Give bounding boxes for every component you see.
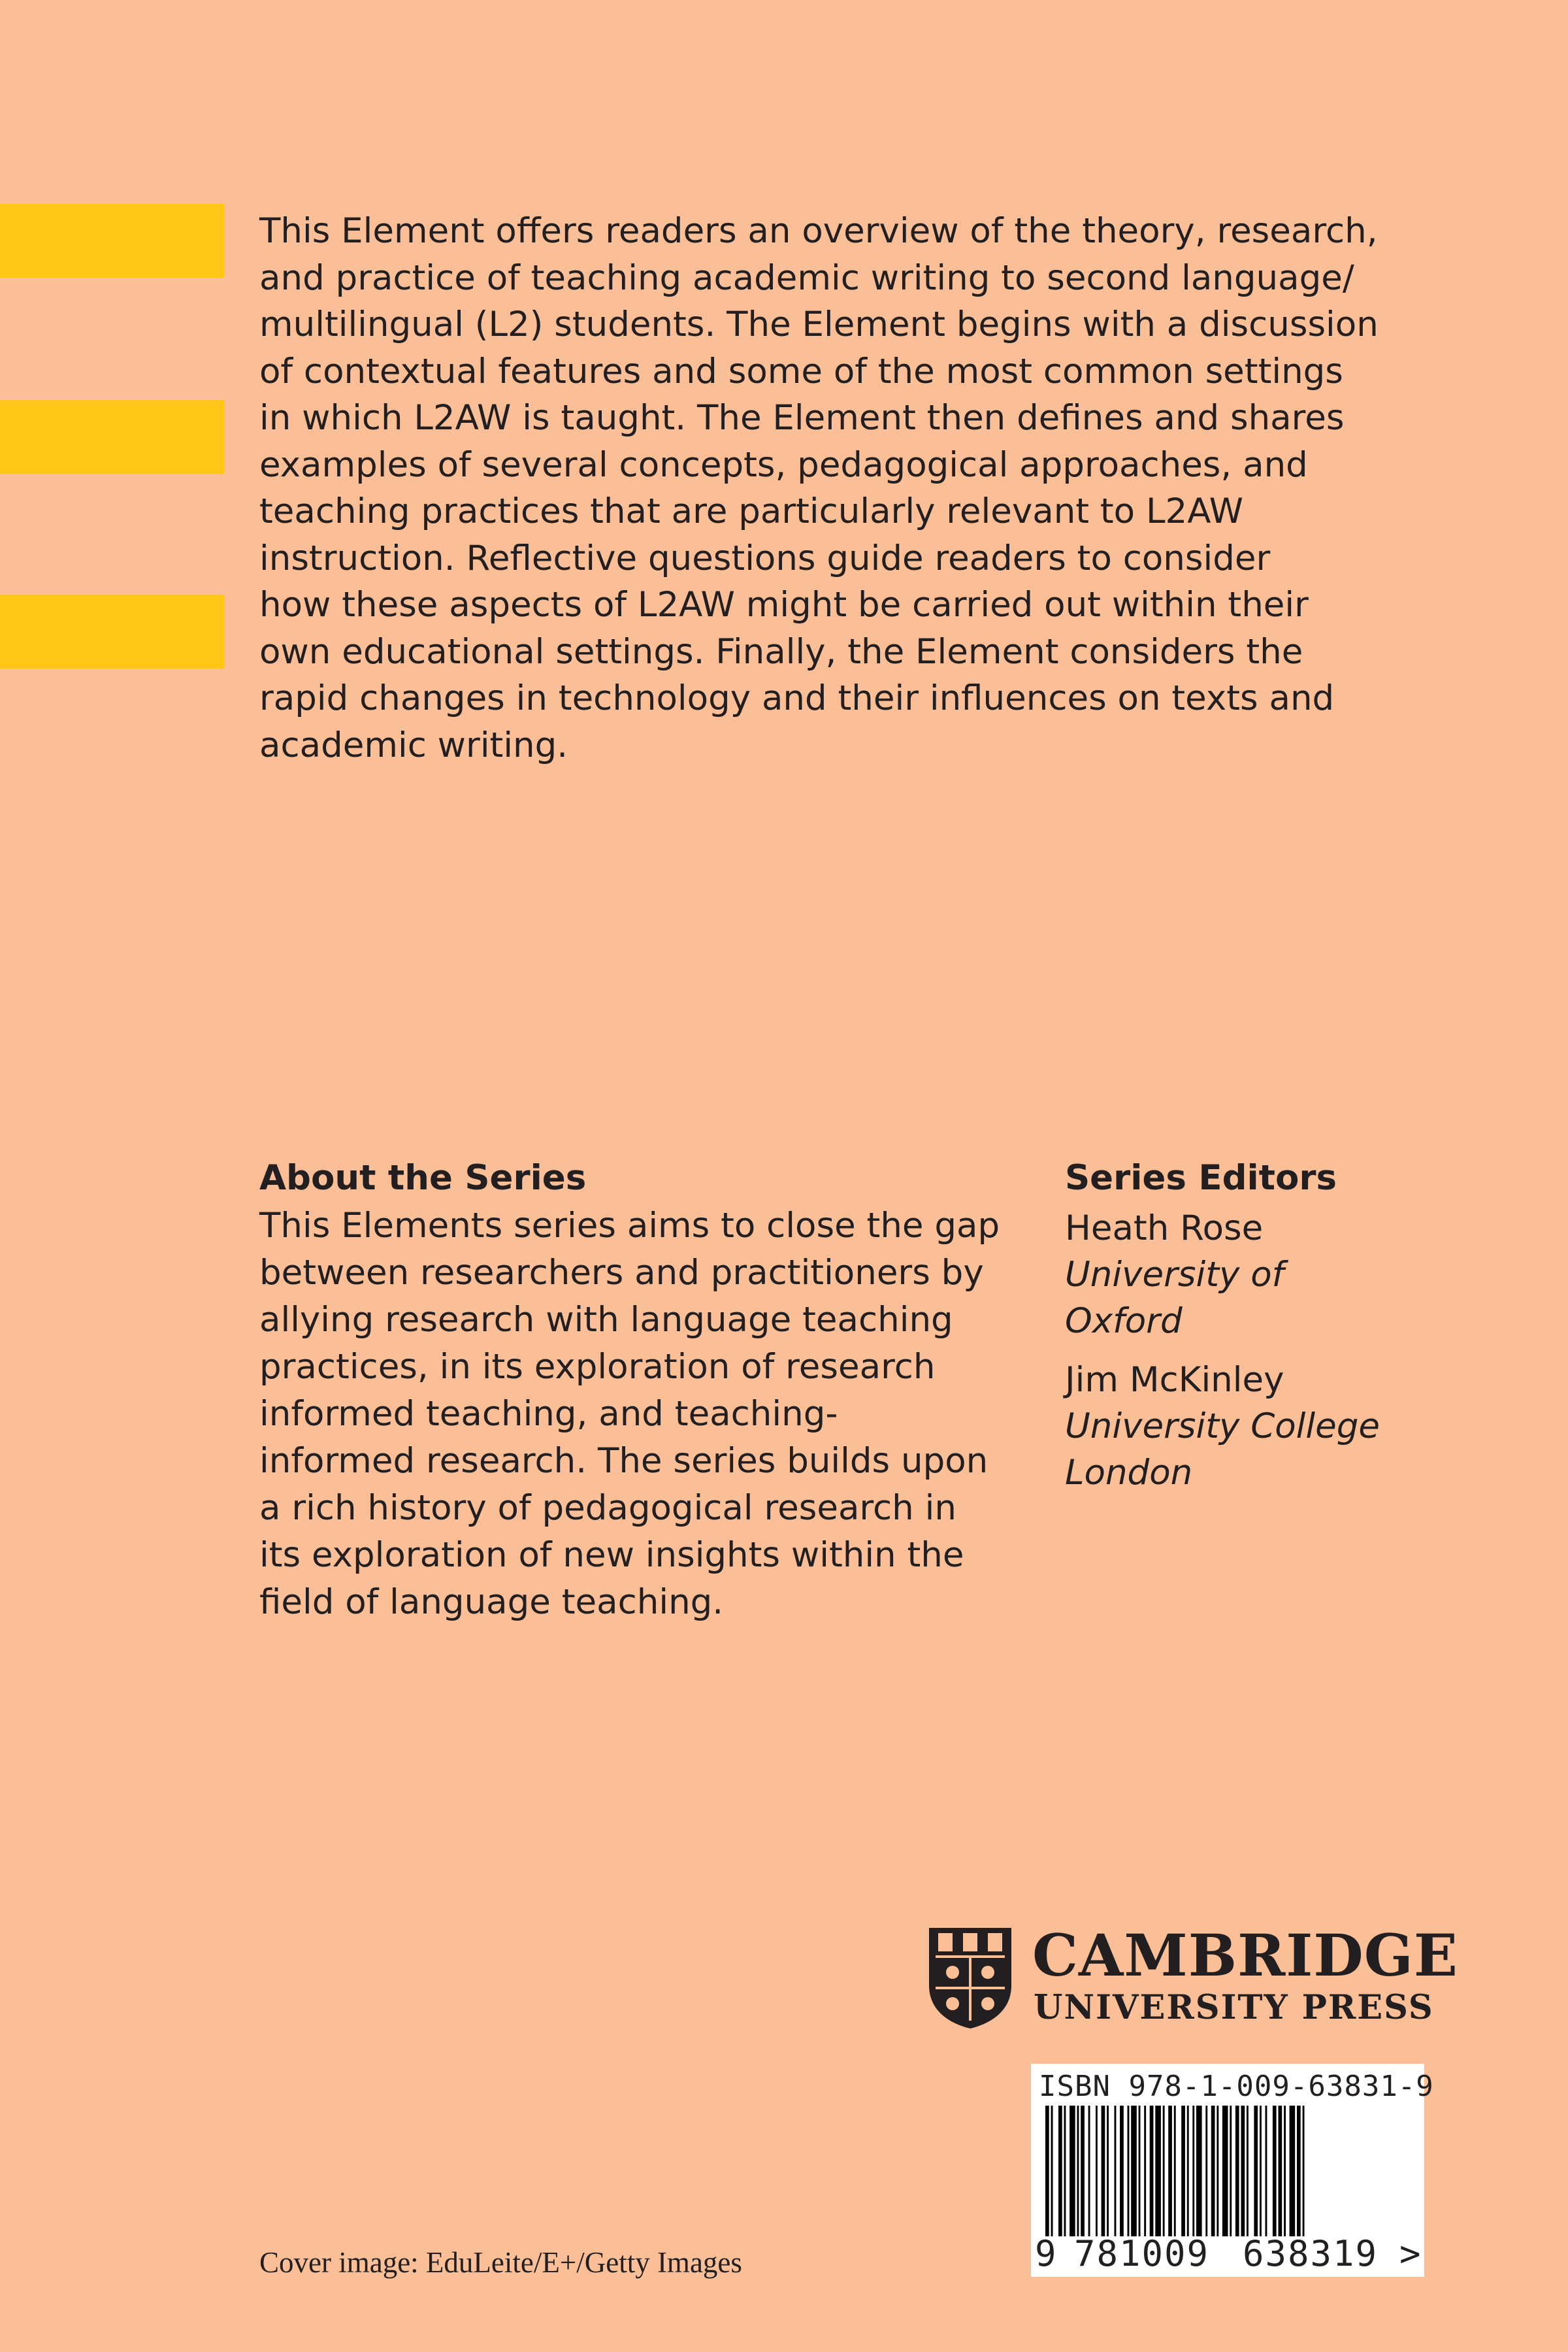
publisher-logo <box>926 1921 1458 2030</box>
about-series-text <box>259 1202 1043 1626</box>
description-line: multilingual (L2) students. The Element begins with a discussion <box>259 305 1379 344</box>
editor-name: Jim McKinley <box>1065 1360 1284 1400</box>
barcode-bar <box>1279 2106 1282 2236</box>
about-series-line: informed research. The series builds upon <box>259 1441 988 1481</box>
barcode-bar <box>1102 2106 1105 2236</box>
barcode-bar <box>1235 2106 1239 2236</box>
about-series-line: between researchers and practitioners by <box>259 1253 984 1293</box>
description-line: of contextual features and some of the most common settings <box>259 351 1343 391</box>
description-line: examples of several concepts, pedagogical approaches, and <box>259 444 1308 485</box>
description-line: teaching practices that are particularly relevant to L2AW <box>259 491 1243 531</box>
barcode-bar <box>1045 2106 1049 2236</box>
barcode-bar <box>1150 2106 1154 2236</box>
barcode-bar <box>1081 2106 1085 2236</box>
series-editor <box>1065 1357 1380 1496</box>
barcode-bar <box>1115 2106 1117 2236</box>
barcode-bar <box>1254 2106 1258 2236</box>
barcode-bar <box>1222 2106 1228 2236</box>
barcode-bar <box>1051 2106 1053 2236</box>
about-series-line: its exploration of new insights within the <box>259 1535 964 1575</box>
barcode-digits-group: 638319 <box>1243 2233 1379 2274</box>
barcode-digit-lead: 9 <box>1035 2233 1058 2274</box>
barcode-bar <box>1290 2106 1296 2236</box>
barcode-bar <box>1303 2106 1305 2236</box>
barcode-bar <box>1187 2106 1189 2236</box>
barcode-bar <box>1230 2106 1232 2236</box>
about-series-line: This Elements series aims to close the gap <box>259 1206 1000 1246</box>
series-editors-heading: Series Editors <box>1065 1158 1337 1198</box>
publisher-name: CAMBRIDGE <box>1032 1921 1458 1989</box>
description-line: instruction. Reflective questions guide readers to consider <box>259 538 1271 578</box>
barcode-bar <box>1070 2106 1075 2236</box>
barcode-bar <box>1241 2106 1245 2236</box>
cover-image-credit: Cover image: EduLeite/E+/Getty Images <box>259 2246 742 2279</box>
about-series-line: allying research with language teaching <box>259 1300 953 1340</box>
isbn-barcode <box>1031 2064 1434 2277</box>
editor-affiliation: University of <box>1065 1255 1284 1295</box>
accent-bar-bottom <box>0 595 224 669</box>
description-line: and practice of teaching academic writing to second language/ <box>259 257 1354 298</box>
description-line: academic writing. <box>259 725 568 765</box>
barcode-bar <box>1260 2106 1262 2236</box>
barcode-bar <box>1273 2106 1277 2236</box>
barcode-digits <box>1035 2234 1422 2274</box>
barcode-bar <box>1297 2106 1301 2236</box>
barcode-bar <box>1128 2106 1130 2236</box>
barcode-bar <box>1131 2106 1137 2236</box>
publisher-subname: UNIVERSITY PRESS <box>1034 1988 1434 2027</box>
barcode-bar <box>1139 2106 1141 2236</box>
barcode-bar <box>1144 2106 1146 2236</box>
cambridge-crest-icon <box>926 1925 1014 2030</box>
barcode-bar <box>1181 2106 1185 2236</box>
about-series-line: field of language teaching. <box>259 1582 724 1622</box>
description-line: in which L2AW is taught. The Element then defines and shares <box>259 398 1345 438</box>
editor-affiliation: Oxford <box>1065 1301 1183 1341</box>
barcode-bar <box>1217 2106 1218 2236</box>
about-series-line: informed teaching, and teaching- <box>259 1394 838 1434</box>
barcode-bar <box>1107 2106 1109 2236</box>
about-series-line: practices, in its exploration of research <box>259 1347 936 1387</box>
barcode-bar <box>1120 2106 1124 2236</box>
series-editor <box>1065 1205 1284 1344</box>
barcode-bar <box>1211 2106 1215 2236</box>
description-line: This Element offers readers an overview of the theory, research, <box>259 211 1378 251</box>
description-line: rapid changes in technology and their influences on texts and <box>259 678 1335 718</box>
accent-bar-top <box>0 204 224 278</box>
barcode-bars <box>1043 2106 1413 2236</box>
about-series-line: a rich history of pedagogical research in <box>259 1488 956 1528</box>
about-series-heading: About the Series <box>259 1158 587 1198</box>
barcode-bar <box>1077 2106 1079 2236</box>
barcode-bar <box>1168 2106 1172 2236</box>
editor-affiliation: University College <box>1065 1406 1380 1446</box>
barcode-bar <box>1096 2106 1098 2236</box>
barcode-bar <box>1247 2106 1249 2236</box>
description-line: how these aspects of L2AW might be carried out within their <box>259 585 1309 625</box>
barcode-bar <box>1205 2106 1207 2236</box>
editor-name: Heath Rose <box>1065 1208 1264 1248</box>
book-description <box>259 208 1435 769</box>
barcode-digit-end: > <box>1399 2233 1422 2274</box>
barcode-bar <box>1163 2106 1165 2236</box>
barcode-bar <box>1064 2106 1066 2236</box>
isbn-label: ISBN 978-1-009-63831-9 <box>1039 2070 1434 2103</box>
barcode-bar <box>1266 2106 1267 2236</box>
barcode-bar <box>1284 2106 1286 2236</box>
editor-affiliation: London <box>1065 1453 1193 1493</box>
description-line: own educational settings. Finally, the Element considers the <box>259 631 1303 672</box>
barcode-bar <box>1192 2106 1194 2236</box>
barcode-bar <box>1058 2106 1062 2236</box>
barcode-bar <box>1174 2106 1176 2236</box>
barcode-digits-group: 781009 <box>1074 2233 1210 2274</box>
barcode-bar <box>1088 2106 1090 2236</box>
barcode-bar <box>1155 2106 1161 2236</box>
accent-bar-middle <box>0 400 224 474</box>
barcode-bar <box>1196 2106 1202 2236</box>
